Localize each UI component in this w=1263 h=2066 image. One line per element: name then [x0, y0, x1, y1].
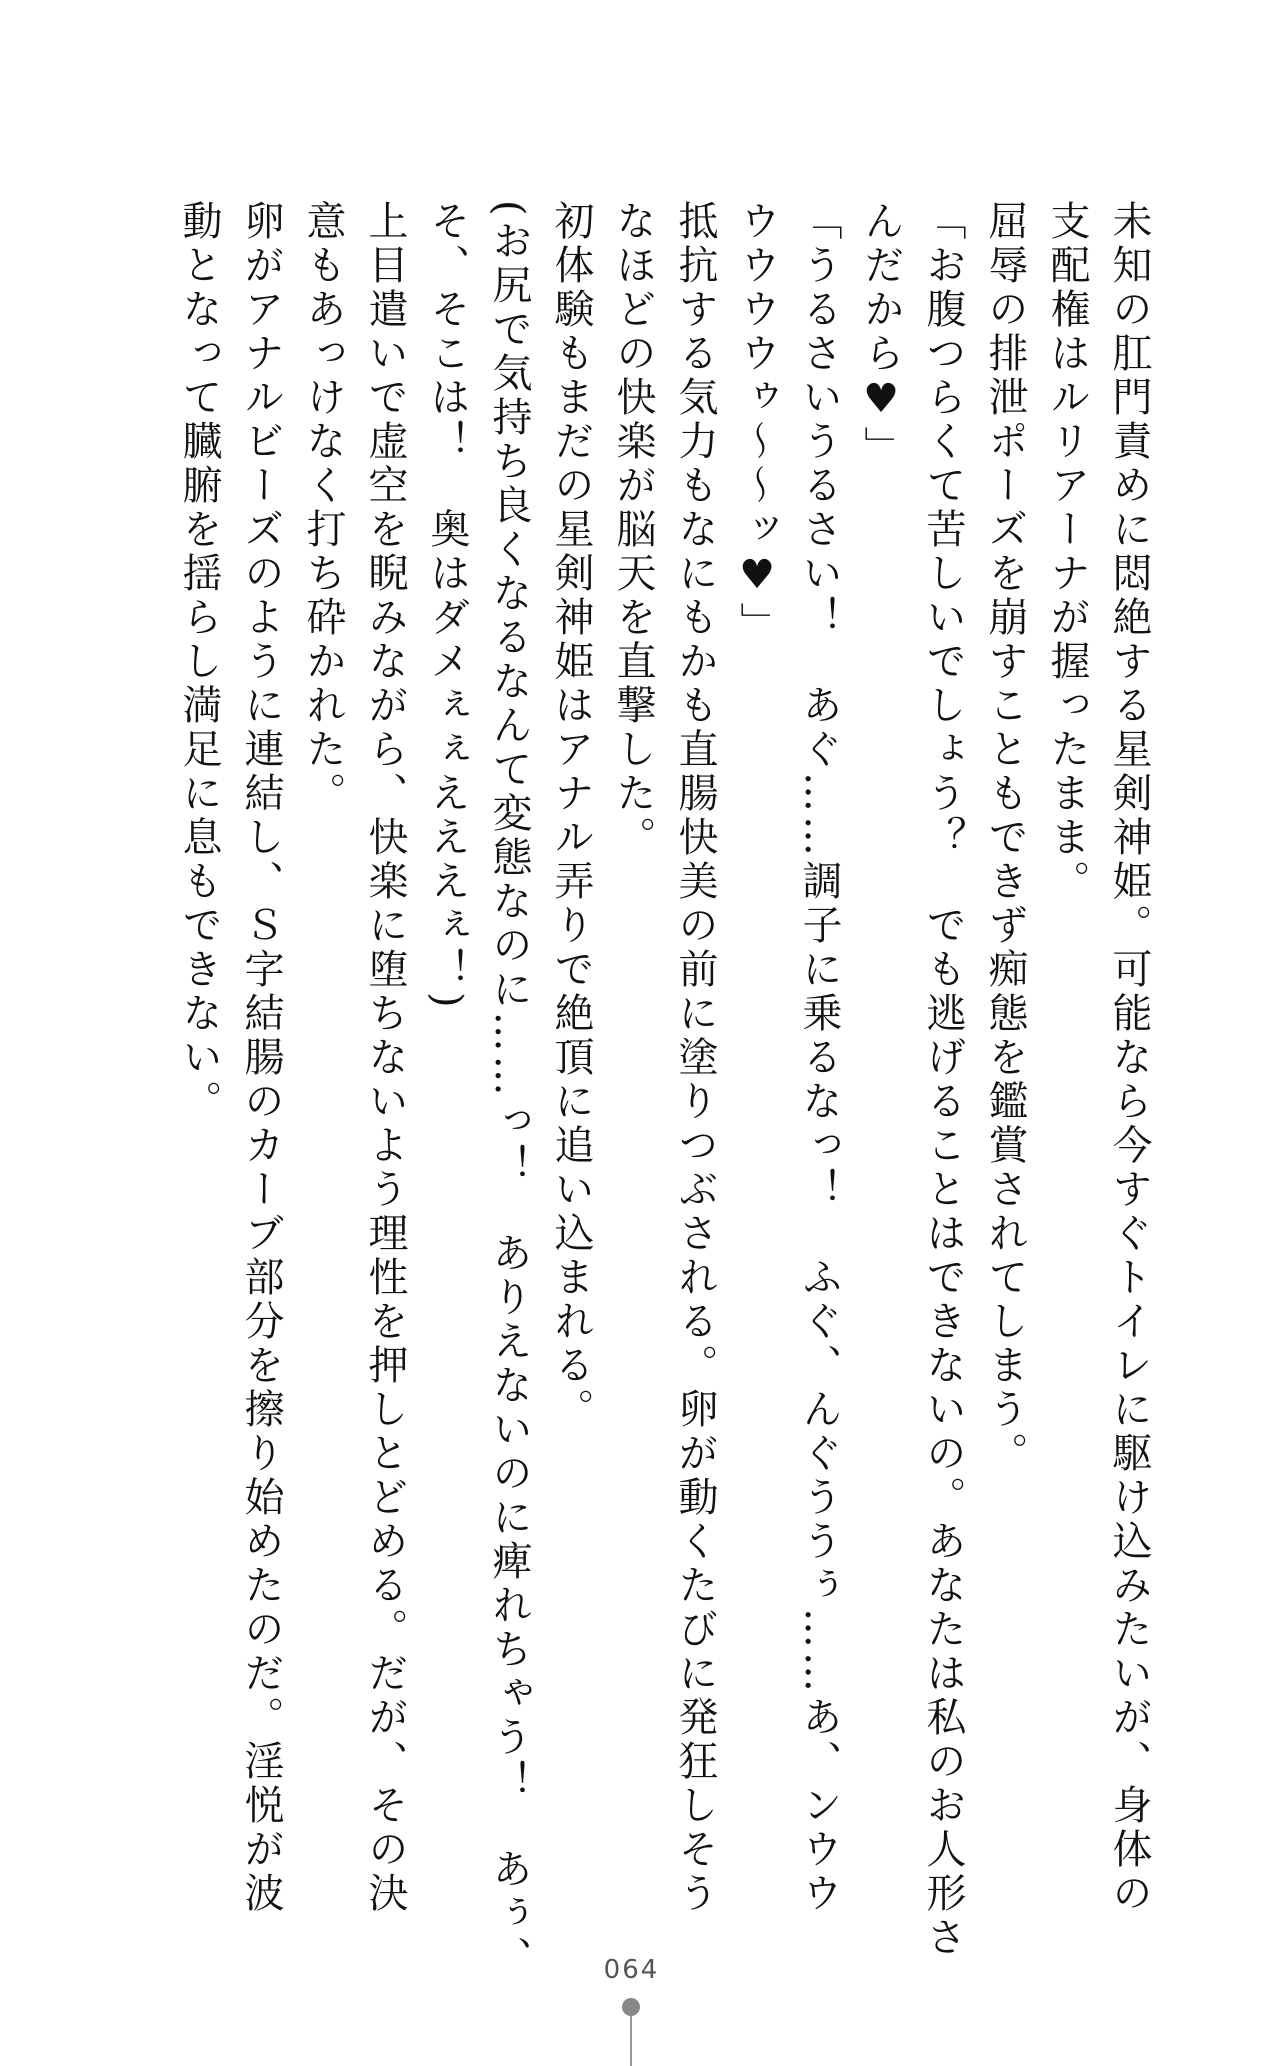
text-line: 屈辱の排泄ポーズを崩すこともできず痴態を鑑賞されてしまう。 [982, 200, 1028, 1476]
text-line: 意もあっけなく打ち砕かれた。 [300, 200, 346, 816]
page-marker-line [630, 2016, 632, 2066]
text-line: 抵抗する気力もなにもかも直腸快美の前に塗りつぶされる。卵が動くたびに発狂しそう [672, 200, 718, 1916]
text-line: 初体験もまだの星剣神姫はアナル弄りで絶頂に追い込まれる。 [548, 200, 594, 1432]
text-line: ウウウウゥ〜〜ッ♥」 [734, 200, 780, 646]
text-line: なほどの快楽が脳天を直撃した。 [610, 200, 656, 860]
page-number: 064 [603, 1955, 660, 1985]
text-line: (お尻で気持ち良くなるなんて変態なのに……っ！ ありえないのに痺れちゃう！ あぅ、 [486, 200, 532, 1980]
page-marker-dot [622, 1998, 640, 2016]
text-line: 支配権はルリアーナが握ったまま。 [1044, 200, 1090, 904]
text-line: 卵がアナルビーズのように連結し、Ｓ字結腸のカーブ部分を擦り始めたのだ。淫悦が波 [238, 200, 284, 1916]
text-line: そ、そこは！ 奥はダメぇぇえええぇ！) [424, 200, 470, 1012]
text-line: んだから♥」 [858, 200, 904, 470]
text-line: 「お腹つらくて苦しいでしょう？ でも逃げることはできないの。あなたは私のお人形さ [920, 200, 966, 1960]
text-line: 動となって臓腑を揺らし満足に息もできない。 [176, 200, 222, 1124]
text-line: 未知の肛門責めに悶絶する星剣神姫。可能なら今すぐトイレに駆け込みたいが、身体の [1106, 200, 1152, 1916]
text-line: 「うるさいうるさい！ あぐ……調子に乗るなっ！ ふぐ、んぐううぅ……あ、ンウウ [796, 200, 842, 1916]
text-line: 上目遣いで虚空を睨みながら、快楽に堕ちないよう理性を押しとどめる。だが、その決 [362, 200, 408, 1916]
